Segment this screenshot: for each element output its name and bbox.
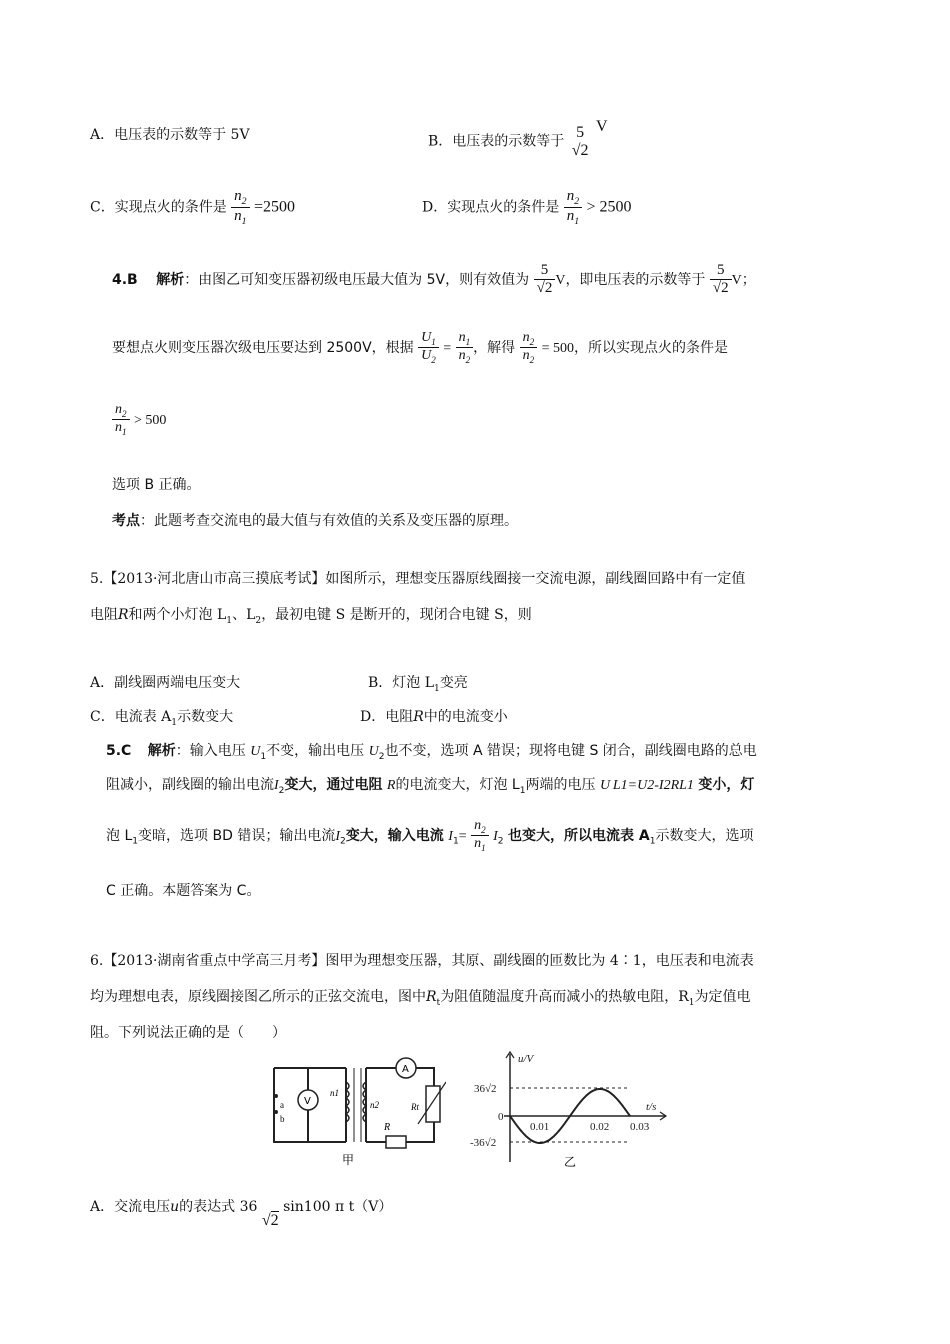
- fraction-n2-n2: [520, 330, 538, 366]
- sub: 1: [574, 216, 580, 228]
- text: 两端的电压: [525, 777, 596, 793]
- sub: 1: [122, 427, 127, 438]
- unit-v: V: [555, 272, 566, 288]
- text: 、L: [232, 607, 256, 623]
- x-tick-002: 0.02: [590, 1121, 610, 1133]
- q5-solution-line3: 泡 $L_1$变暗，选项 BD 错误；输出电流$I_2$变大，输入电流 $I_1=$ $\frac{n_2}{n_1}$ $I_2$ 也变大，所以电流表 $A_1$示数变大，选项: [106, 818, 754, 854]
- u-symbol: U: [421, 330, 432, 345]
- q4-option-d: [422, 188, 632, 227]
- r-symbol: R: [426, 989, 437, 1005]
- sub: 2: [431, 355, 436, 366]
- resistor-label: R: [384, 1122, 391, 1133]
- r-symbol: R: [386, 778, 396, 793]
- sub: 2: [529, 355, 535, 366]
- q5-option-d: [360, 706, 508, 726]
- n-symbol: n: [522, 330, 530, 345]
- sub: 1: [431, 336, 436, 347]
- text: 变大，输入电流: [345, 827, 444, 844]
- x-tick-003: 0.03: [630, 1121, 650, 1133]
- answer-label: 4.B: [112, 271, 138, 288]
- y-top-label: 36√2: [474, 1083, 497, 1095]
- text: D．电阻: [360, 709, 414, 725]
- u-symbol: U: [368, 744, 379, 759]
- y-bottom-label: -36√2: [470, 1137, 497, 1149]
- q5-stem-line2: 电阻R和两个小灯泡 $L_1$、$L_2$，最初电键 S 是断开的，现闭合电键 S，则: [90, 607, 532, 626]
- frac-den: 2: [580, 142, 589, 160]
- relation: > 500: [134, 412, 167, 428]
- i-symbol: I: [493, 828, 498, 844]
- text: 也变大，所以电流表 A: [508, 827, 650, 844]
- sub: 1: [465, 336, 471, 347]
- terminal-a-label: a: [280, 1100, 284, 1110]
- text: 的表达式 36: [179, 1199, 258, 1215]
- u-symbol: U: [421, 348, 432, 364]
- y-zero-label: 0: [498, 1111, 504, 1123]
- sub: 2: [529, 336, 535, 347]
- q4-knowledge-point: [112, 510, 518, 530]
- fraction-5-sqrt2: [534, 262, 556, 298]
- sub: 2: [574, 196, 580, 207]
- circuit-figure: [266, 1052, 446, 1168]
- q4-option-d-fraction: [564, 188, 582, 227]
- sub: t: [436, 997, 441, 1008]
- unit-v: V: [731, 272, 742, 288]
- q4-option-c: [90, 188, 295, 227]
- q5-option-b: B．灯泡 $L_1$变亮: [368, 675, 468, 694]
- q4-option-c-fraction: [231, 188, 249, 227]
- text: 变大，通过电阻: [284, 777, 383, 793]
- text: 示数变大，选项: [655, 827, 754, 844]
- q4-solution-line3: [112, 402, 166, 438]
- n-symbol: n: [458, 330, 466, 345]
- text: ，解得: [473, 339, 516, 356]
- voltage-graph: [470, 1050, 670, 1170]
- text: 示数变大: [177, 709, 234, 725]
- ammeter-label: A: [402, 1064, 409, 1075]
- terminal-b-label: b: [280, 1114, 285, 1124]
- frac-num: 5: [710, 262, 732, 280]
- analysis-tag: 解析: [147, 743, 176, 759]
- text: ：由图乙可知变压器初级电压最大值为 5V，则有效值为: [184, 271, 530, 288]
- q4-option-b: [428, 118, 608, 161]
- voltage-expression: U L1=U2-I2RL1: [599, 778, 694, 793]
- resistor-icon: [386, 1136, 406, 1148]
- q5-option-c: C．电流表 $A_1$示数变大: [90, 709, 234, 728]
- fraction-n2-n1: [471, 818, 489, 854]
- text: ，即电压表的示数等于: [565, 271, 706, 288]
- fraction-u1-u2: [418, 330, 439, 366]
- q6-option-a: [90, 1196, 393, 1229]
- sub: 2: [122, 408, 127, 419]
- frac-den: 2: [544, 280, 553, 297]
- text: ：此题考查交流电的最大值与有效值的关系及变压器的原理。: [140, 513, 518, 529]
- text: 阻减小，副线圈的输出电流: [106, 777, 274, 793]
- r-symbol: R: [413, 709, 424, 725]
- unit-v: V: [595, 118, 608, 136]
- sqrt-sign: √: [536, 280, 545, 297]
- sqrt-sign: √: [571, 142, 581, 160]
- q5-solution-line1: 5.C 解析：输入电压 $U_1$不变，输出电压 $U_2$也不变，选项 A 错误；现将电键 S 闭合，副线圈电路的总电: [106, 743, 757, 762]
- coil-icon: [346, 1082, 366, 1122]
- q4-option-a: A．电压表的示数等于 5V: [90, 127, 250, 143]
- t-axis-label: t/s: [646, 1101, 657, 1113]
- q4-option-b-text: B．电压表的示数等于: [428, 133, 565, 150]
- text: 变暗，选项 BD 错误；输出电流: [138, 827, 336, 844]
- q4-solution-line4: 选项 B 正确。: [112, 477, 201, 493]
- n2-label: n2: [370, 1100, 379, 1110]
- n-symbol: n: [566, 208, 575, 225]
- n-symbol: n: [458, 348, 466, 364]
- figure-jia-label: 甲: [342, 1153, 355, 1167]
- sub: 2: [481, 824, 486, 835]
- r-symbol: R: [118, 607, 129, 623]
- sub: 1: [241, 216, 247, 228]
- text: 变亮: [439, 675, 468, 691]
- q5-solution-line4: C 正确。本题答案为 C。: [106, 883, 261, 899]
- sub: 1: [481, 843, 486, 854]
- q6-stem-line1: 6.【2013·湖南省重点中学高三月考】图甲为理想变压器，其原、副线圈的匝数比为 4∶1，电压表和电流表: [90, 953, 754, 969]
- answer-label: 5.C: [106, 743, 132, 759]
- n1-label: n1: [330, 1088, 339, 1098]
- text: 要想点火则变压器次级电压要达到 2500V，根据: [112, 339, 414, 356]
- i-symbol: I: [274, 778, 279, 793]
- q5-stem-line1: 5.【2013·河北唐山市高三摸底考试】如图所示，理想变压器原线圈接一交流电源，副线圈回路中有一定值: [90, 571, 746, 587]
- text: 的电流变大，灯泡 L: [395, 777, 520, 793]
- fraction-n2-n1: [112, 402, 130, 438]
- frac-den: 2: [721, 280, 729, 297]
- n-symbol: n: [234, 188, 242, 204]
- sub: 2: [465, 355, 471, 366]
- voltmeter-label: V: [304, 1096, 311, 1107]
- sqrt-sign: √: [712, 280, 722, 297]
- text: 变小，灯: [698, 777, 755, 793]
- relation: > 2500: [586, 198, 632, 216]
- text: 不变，输出电压: [266, 743, 365, 759]
- relation: =2500: [254, 198, 296, 216]
- text: 为定值电: [694, 989, 751, 1005]
- q4-option-c-text: C．实现点火的条件是: [90, 199, 227, 216]
- sqrt2: √2: [261, 1212, 279, 1229]
- knowledge-tag: 考点: [112, 513, 140, 529]
- text: 电阻: [90, 607, 118, 623]
- i-symbol: I: [335, 828, 341, 844]
- thermistor-icon: [426, 1086, 440, 1122]
- n-symbol: n: [115, 402, 122, 417]
- text: 均为理想电表，原线圈接图乙所示的正弦交流电，图中: [90, 989, 426, 1005]
- q5-option-a: A．副线圈两端电压变大: [90, 675, 241, 691]
- text: ，最初电键 S 是断开的，现闭合电键 S，则: [261, 607, 532, 623]
- text: B．灯泡 L: [368, 675, 435, 691]
- analysis-tag: 解析: [156, 271, 185, 288]
- text: 也不变，选项 A 错误；现将电键 S 闭合，副线圈电路的总电: [384, 743, 757, 759]
- sub: 2: [241, 196, 247, 207]
- q6-stem-line2: 均为理想电表，原线圈接图乙所示的正弦交流电，图中$R_t$为阻值随温度升高而减小的热敏电阻，$R_1$为定值电: [90, 989, 751, 1008]
- u-symbol: U: [250, 744, 261, 759]
- text: ；: [741, 271, 756, 288]
- x-tick-001: 0.01: [530, 1121, 550, 1133]
- text: 为阻值随温度升高而减小的热敏电阻，R: [440, 989, 689, 1005]
- q4-solution-line1: [112, 262, 756, 298]
- equals-500: = 500: [541, 340, 574, 356]
- fraction-5-sqrt2: [710, 262, 732, 298]
- text: ：输入电压: [175, 743, 246, 759]
- q4-option-b-fraction: [569, 124, 592, 161]
- frac-num: 5: [534, 262, 556, 280]
- figure-yi-label: 乙: [564, 1155, 577, 1169]
- n-symbol: n: [566, 188, 575, 204]
- frac-num: 5: [576, 124, 585, 141]
- text: C．电流表 A: [90, 709, 172, 725]
- i-symbol: I: [448, 828, 453, 844]
- q6-stem-line3: 阻。下列说法正确的是（ ）: [90, 1025, 286, 1041]
- text: 和两个小灯泡 L: [128, 607, 227, 623]
- n-symbol: n: [522, 348, 530, 364]
- equals: =: [443, 340, 452, 356]
- n-symbol: n: [474, 818, 482, 833]
- u-symbol: u: [170, 1199, 180, 1215]
- thermistor-label: Rt: [411, 1102, 419, 1112]
- fraction-n1-n2: [456, 330, 474, 366]
- q5-solution-line2: 阻减小，副线圈的输出电流$I_2$变大，通过电阻 R的电流变大，灯泡 $L_1$两端的电压 U L1=U2-I2RL1 变小，灯: [106, 777, 755, 796]
- n-symbol: n: [474, 836, 482, 852]
- n-symbol: n: [234, 208, 242, 225]
- q4-option-d-text: D．实现点火的条件是: [422, 199, 560, 216]
- text: A．交流电压: [90, 1199, 171, 1215]
- text: sin100 π t（V）: [283, 1199, 393, 1215]
- n-symbol: n: [115, 420, 122, 436]
- text: 泡 L: [106, 827, 133, 844]
- text: 中的电流变小: [423, 709, 508, 725]
- text: ，所以实现点火的条件是: [574, 339, 728, 356]
- q4-solution-line2: [112, 330, 728, 366]
- u-axis-label: u/V: [518, 1053, 534, 1065]
